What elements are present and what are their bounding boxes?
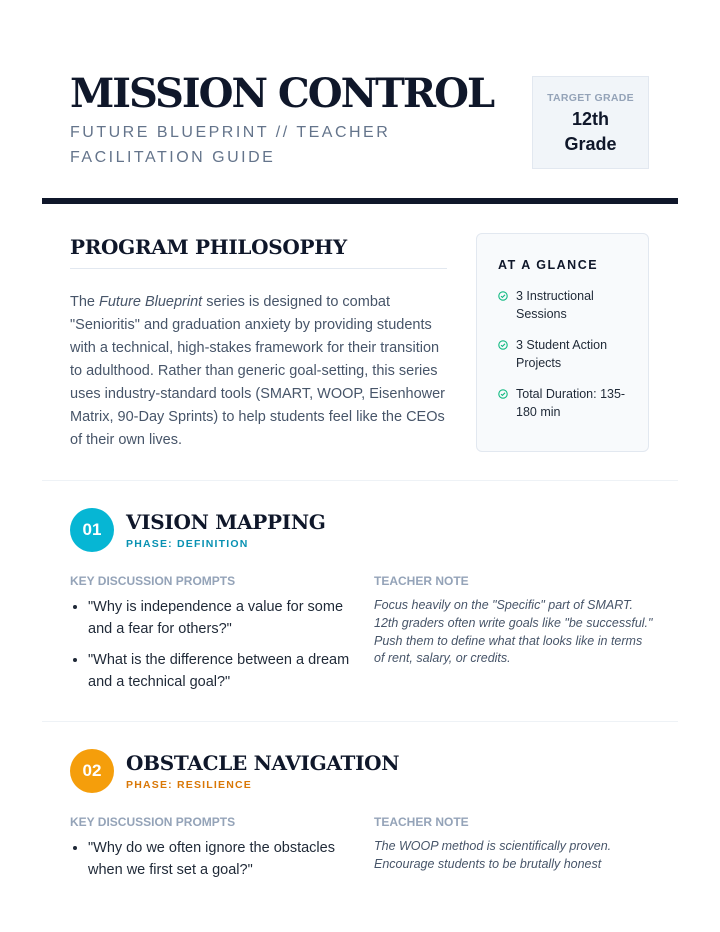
page-subtitle: FUTURE BLUEPRINT // TEACHER FACILITATION GUIDE [70,124,391,166]
glance-item-text: Total Duration: 135-180 min [516,387,626,419]
glance-item-text: 3 Student Action Projects [516,338,608,370]
teacher-note-heading: TEACHER NOTE [374,815,469,829]
intro-text-start: The [70,294,100,310]
prompt-list [70,597,358,703]
prompt-item: • "Why do we often ignore the obstacles when we first set a goal?" [88,838,358,881]
target-grade-label: TARGET GRADE [547,92,634,104]
target-grade-text: 12th Grade [564,109,617,154]
prompt-item: • "Why is independence a value for some and a fear for others?" [88,597,358,640]
section-divider [42,721,678,722]
teacher-note-heading: TEACHER NOTE [374,574,469,588]
philosophy-paragraph [70,291,445,452]
teacher-note: Focus heavily on the "Specific" part of SMART. 12th graders often write goals like "be successful." Push them to define what that looks like in terms of rent, salary, or credits. [374,598,653,666]
at-a-glance-card [476,233,649,452]
header-divider [42,198,678,204]
prompts-heading: KEY DISCUSSION PROMPTS [70,815,236,829]
prompts-heading: KEY DISCUSSION PROMPTS [70,574,236,588]
intro-text-rest: series is designed to combat "Senioritis" and graduation anxiety by providing students with a technical, high-stakes framework for their transition to adulthood. Rather than generic goal-setting, this series uses industry-standard tools (SMART, WOOP, Eisenhower Matrix, 90-Day Sprints) to help students feel like the CEOs of their own lives. [70,294,446,448]
phase-number-badge: 01 [70,508,114,552]
phase-title: OBSTACLE NAVIGATION [126,751,400,775]
check-circle-icon [498,291,508,301]
philosophy-rule [70,268,447,269]
philosophy-heading: PROGRAM PHILOSOPHY [70,235,347,259]
teacher-note: The WOOP method is scientifically proven. Encourage students to be brutally honest [374,839,612,871]
check-circle-icon [498,389,508,399]
glance-item [498,386,636,421]
page-title: MISSION CONTROL [70,70,494,117]
glance-title: AT A GLANCE [498,258,599,272]
check-circle-icon [498,340,508,350]
prompt-item: • "What is the difference between a dream and a technical goal?" [88,650,358,693]
glance-item [498,337,636,372]
phase-subtitle: PHASE: DEFINITION [126,538,249,550]
section-divider [42,480,678,481]
intro-series-name: Future Blueprint [99,294,203,310]
target-grade-value [533,107,648,157]
glance-item-text: 3 Instructional Sessions [516,289,594,321]
glance-item [498,288,636,323]
phase-title: VISION MAPPING [126,510,326,534]
phase-number-badge: 02 [70,749,114,793]
prompt-list [70,838,358,891]
phase-subtitle: PHASE: RESILIENCE [126,779,252,791]
target-grade-box [532,76,649,169]
